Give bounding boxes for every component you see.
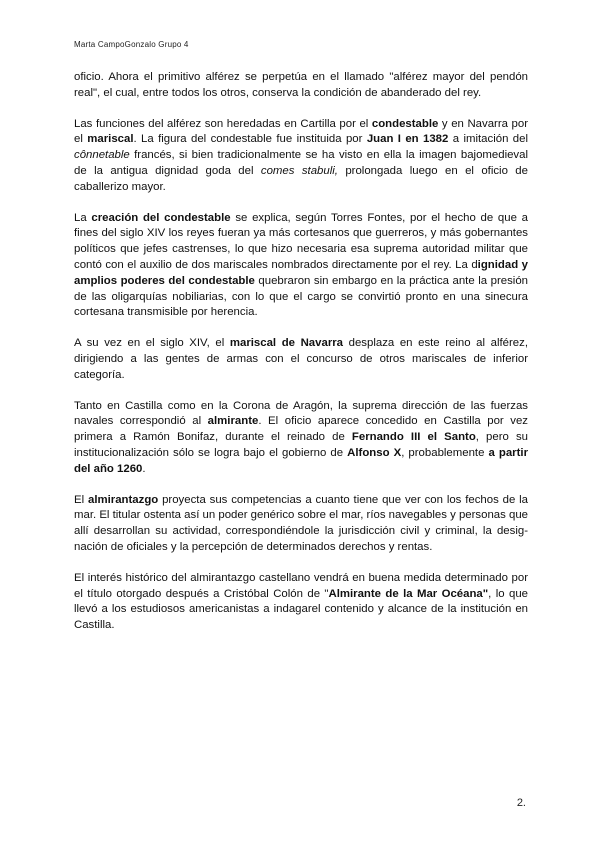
text-run: . La figura del condestable fue instituida por bbox=[133, 133, 367, 146]
term-mariscal-navarra: mariscal de Navarra bbox=[229, 337, 344, 350]
text-run: quebraron sin embargo en la práctica ante la presión de las oligarquías nobiliarias, con lo que el cargo se convirtió pronto en una sinecura cortesana transmisible por herencia. bbox=[74, 274, 528, 319]
document-body bbox=[74, 70, 528, 649]
paragraph-3 bbox=[74, 211, 528, 322]
paragraph-2 bbox=[74, 117, 528, 196]
text-run: y en Navarra por el bbox=[74, 117, 528, 146]
term-ano-1260: a partir del año 1260 bbox=[74, 446, 528, 475]
paragraph-4 bbox=[74, 336, 528, 383]
paragraph-5 bbox=[74, 399, 528, 478]
text-run: . bbox=[142, 462, 146, 475]
term-dignidad-poderes: ignidad y amplios poderes del condestable bbox=[74, 258, 529, 287]
paragraph-7 bbox=[74, 571, 528, 634]
term-connetable: cônnetable bbox=[74, 149, 130, 162]
text-run: El interés histórico del almirantazgo castellano vendrá en buena medida determinado por el título otorgado después a Cristóbal Colón de " bbox=[74, 571, 528, 600]
paragraph-1 bbox=[74, 70, 528, 102]
text-run: , lo que llevó a los estudiosos americanistas a indagarel contenido y alcance de la institución en Castilla. bbox=[74, 587, 528, 632]
text-run: , probablemente bbox=[401, 446, 489, 459]
term-juan-i: Juan I en 1382 bbox=[366, 133, 449, 146]
text-run: . El oficio aparece concedido en Castilla por vez primera a Ramón Bonifaz, durante el reinado de bbox=[74, 415, 528, 444]
term-comes-stabuli: comes stabuli, bbox=[260, 164, 338, 177]
text-run: proyecta sus competencias a cuanto tiene que ver con los fechos de la mar. El titular ostenta así un poder genérico sobre el mar, ríos navegables y personas que allí desarrollan su actividad, correspondiéndole la jurisdicción civil y criminal, la desig- nación de oficiales y la percepción de determinados derechos y rentas. bbox=[74, 493, 529, 553]
text-run: prolongada luego en el oficio de caballerizo mayor. bbox=[74, 164, 528, 193]
page-header: Marta CampoGonzalo Grupo 4 bbox=[74, 40, 189, 49]
text-run: El bbox=[74, 493, 88, 506]
paragraph-6 bbox=[74, 493, 528, 556]
term-almirantazgo: almirantazgo bbox=[87, 493, 159, 506]
text-run: desplaza en este reino al alférez, dirigiendo a las gentes de armas con el concurso de otros mariscales de inferior categoría. bbox=[74, 337, 528, 381]
page-number: 2. bbox=[516, 797, 526, 809]
text-run: oficio. Ahora el primitivo alférez se perpetúa en el llamado "alférez mayor del pendón real", el cual, entre todos los otros, conserva la condición de abanderado del rey. bbox=[74, 71, 528, 99]
term-fernando-iii: Fernando III el Santo bbox=[351, 431, 476, 444]
text-run: francés, si bien tradicionalmente se ha visto en ella la imagen bajomedieval de la antigua dignidad goda del bbox=[74, 149, 528, 177]
text-run: a imitación del bbox=[448, 133, 528, 146]
text-run: , pero su institucionalización sólo se logra bajo el gobierno de bbox=[74, 431, 529, 459]
text-run: La bbox=[74, 211, 92, 224]
text-run: se explica, según Torres Fontes, por el hecho de que a fines del siglo XIV los reyes fueran ya más cortesanos que guerreros, y más gobernantes políticos que jefes castrenses, lo que hizo necesaria esa suprema autoridad militar que contó con el auxilio de dos mariscales nombrados directamente por el rey. La d bbox=[74, 211, 528, 271]
text-run: Tanto en Castilla como en la Corona de Aragón, la suprema dirección de las fuerzas navales correspondió al bbox=[74, 399, 528, 428]
term-alfonso-x: Alfonso X bbox=[347, 446, 402, 459]
term-almirante-mar-oceana: Almirante de la Mar Océana" bbox=[328, 587, 489, 600]
term-mariscal: mariscal bbox=[87, 133, 134, 146]
term-condestable: condestable bbox=[371, 117, 439, 130]
text-run: Las funciones del alférez son heredadas en Cartilla por el bbox=[74, 117, 372, 130]
term-almirante: almirante bbox=[207, 415, 259, 428]
term-creacion-condestable: creación del condestable bbox=[91, 211, 231, 224]
text-run: A su vez en el siglo XIV, el bbox=[74, 337, 230, 350]
